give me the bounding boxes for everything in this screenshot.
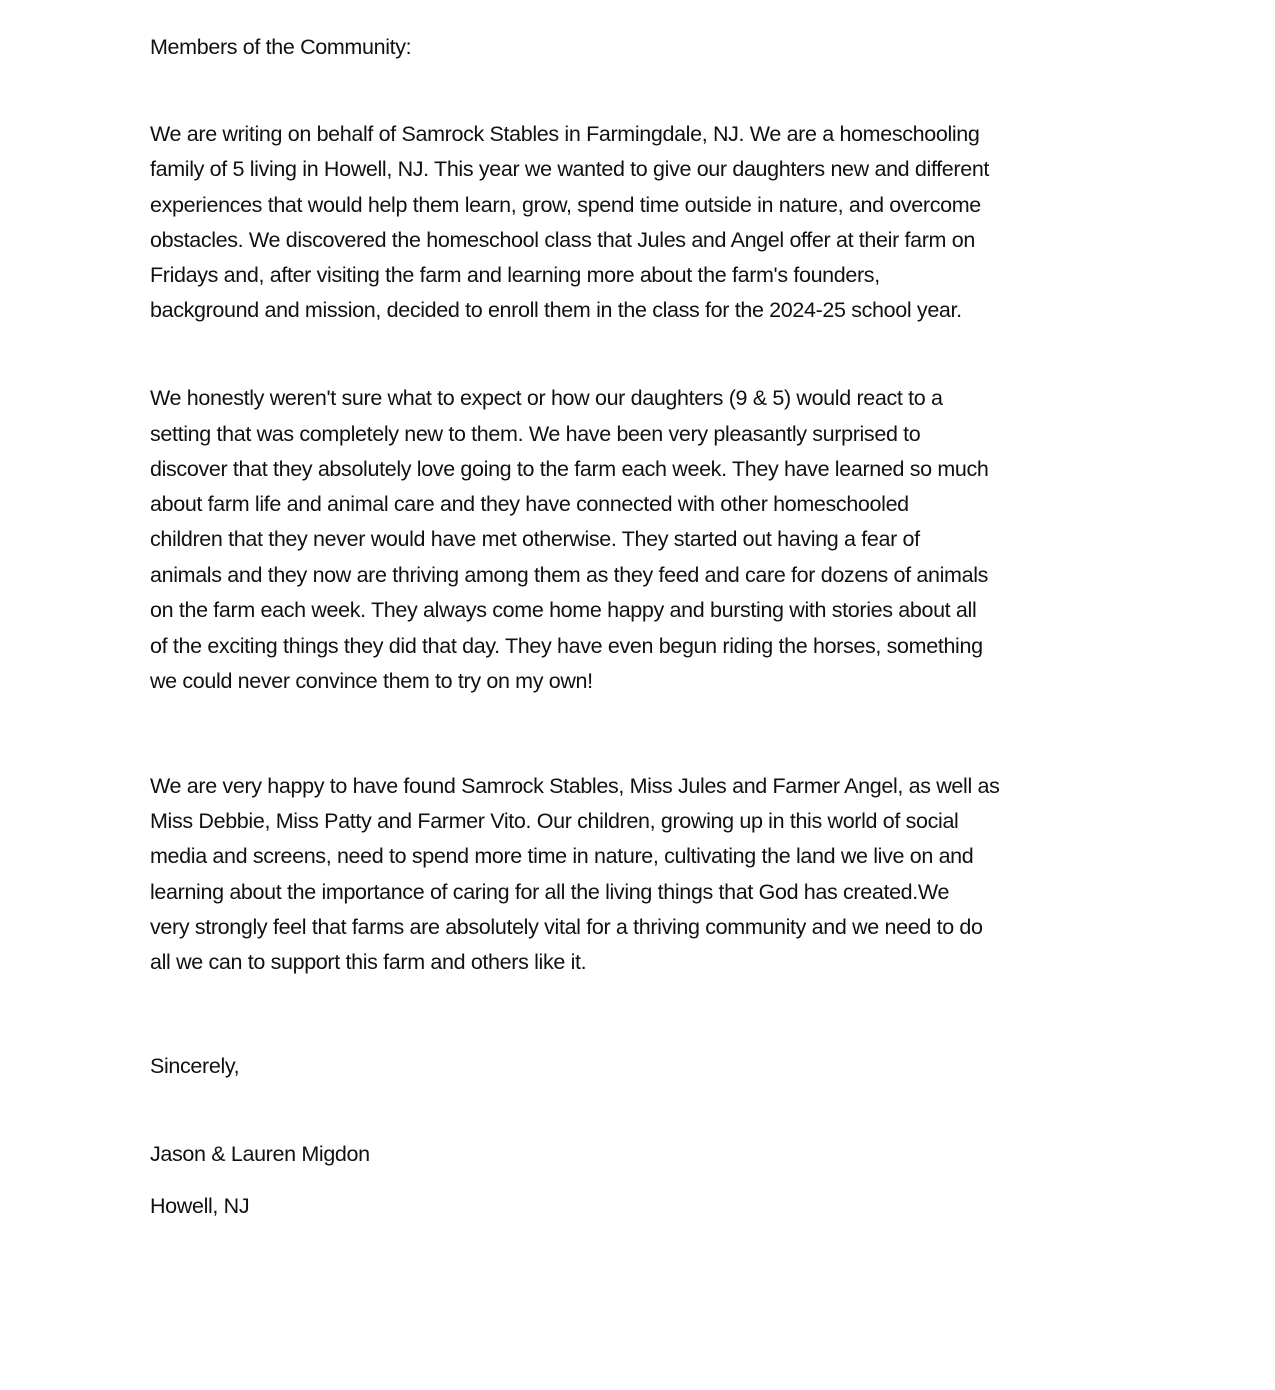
paragraph-line: media and screens, need to spend more time in nature, cultivating the land we live on and [150,844,974,868]
signature-location: Howell, NJ [150,1194,250,1218]
paragraph-line: We are writing on behalf of Samrock Stables in Farmingdale, NJ. We are a homeschooling [150,122,980,146]
paragraph-line: of the exciting things they did that day. They have even begun riding the horses, something [150,634,983,658]
paragraph-line: learning about the importance of caring for all the living things that God has created.We [150,880,950,904]
signature-names: Jason & Lauren Migdon [150,1142,370,1166]
paragraph-line: discover that they absolutely love going to the farm each week. They have learned so much [150,457,989,481]
paragraph-line: background and mission, decided to enroll them in the class for the 2024-25 school year. [150,298,962,322]
paragraph-line: obstacles. We discovered the homeschool class that Jules and Angel offer at their farm on [150,228,975,252]
salutation: Members of the Community: [150,35,412,59]
paragraph-line: experiences that would help them learn, grow, spend time outside in nature, and overcome [150,193,981,217]
paragraph-line: animals and they now are thriving among them as they feed and care for dozens of animals [150,563,989,587]
paragraph-line: on the farm each week. They always come home happy and bursting with stories about all [150,598,977,622]
paragraph-line: family of 5 living in Howell, NJ. This year we wanted to give our daughters new and different [150,157,990,181]
paragraph-line: we could never convince them to try on my own! [150,669,593,693]
paragraph-line: Miss Debbie, Miss Patty and Farmer Vito. Our children, growing up in this world of social [150,809,959,833]
paragraph-line: children that they never would have met otherwise. They started out having a fear of [150,527,920,551]
paragraph-line: very strongly feel that farms are absolutely vital for a thriving community and we need to do [150,915,983,939]
paragraph-line: all we can to support this farm and others like it. [150,950,587,974]
paragraph-line: Fridays and, after visiting the farm and learning more about the farm's founders, [150,263,880,287]
paragraph-line: We honestly weren't sure what to expect or how our daughters (9 & 5) would react to a [150,386,943,410]
paragraph-line: about farm life and animal care and they have connected with other homeschooled [150,492,909,516]
paragraph-line: We are very happy to have found Samrock Stables, Miss Jules and Farmer Angel, as well as [150,774,1000,798]
paragraph-line: setting that was completely new to them. We have been very pleasantly surprised to [150,422,921,446]
closing: Sincerely, [150,1054,240,1078]
